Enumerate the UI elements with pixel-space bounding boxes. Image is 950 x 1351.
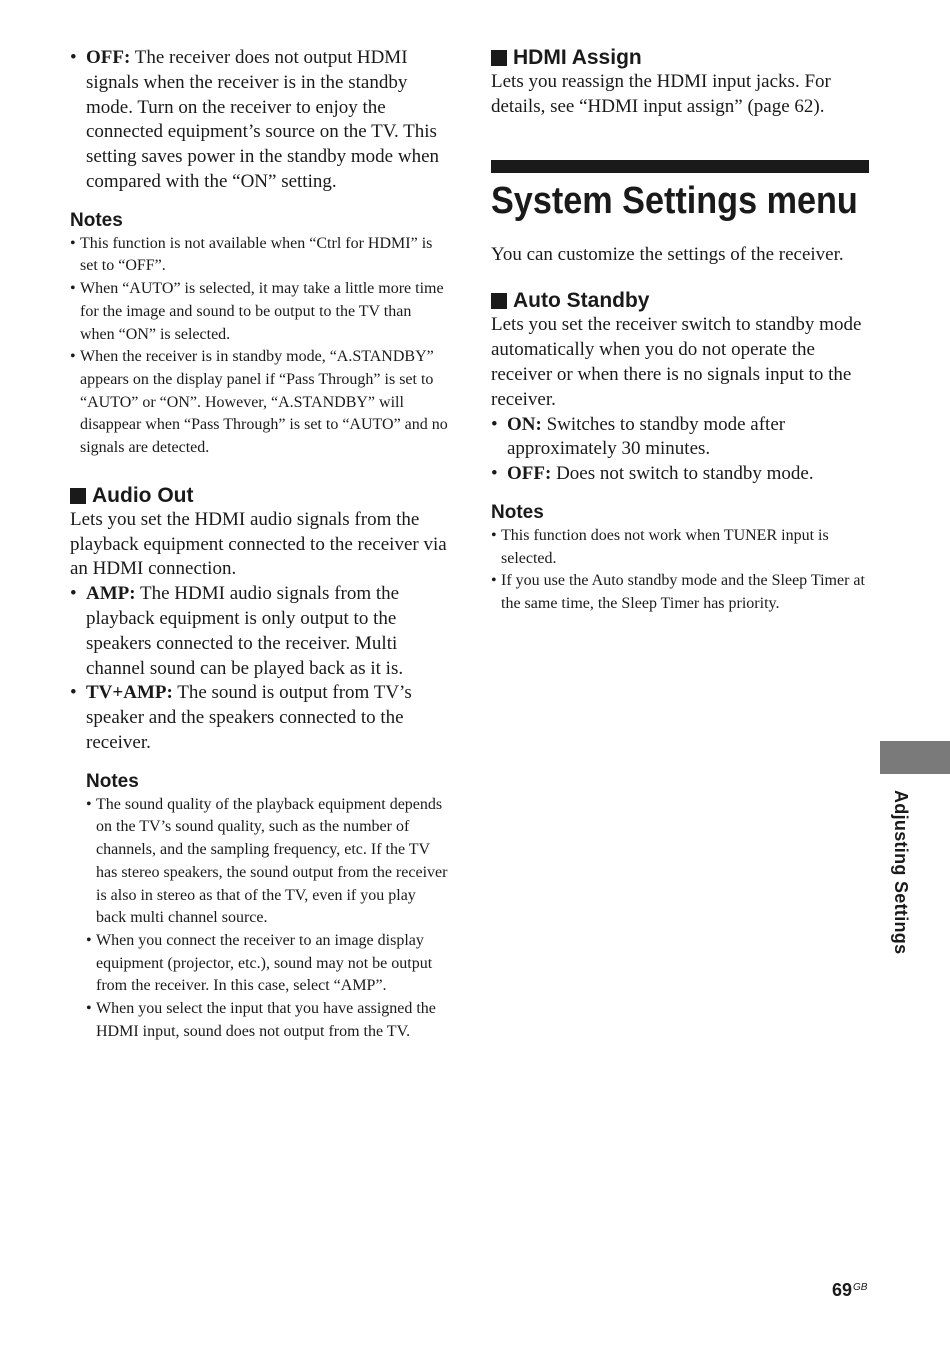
section-heading [491, 46, 869, 70]
system-settings-header [491, 160, 869, 268]
bullet-text: Does not switch to standby mode. [551, 463, 814, 485]
bullet-text: The sound is output from TV’s speaker and the speakers connected to the receiver. [86, 682, 412, 753]
section-heading-text: Audio Out [92, 483, 194, 507]
option-bullet [70, 582, 448, 681]
bullet-term: OFF: [507, 463, 552, 485]
bullet-term: AMP: [86, 583, 136, 605]
bullet-term: ON: [507, 413, 542, 435]
note-item: • If you use the Auto standby mode and the Sleep Timer at the same time, the Sleep Timer has priority. [491, 570, 869, 615]
note-item: • This function does not work when TUNER input is selected. [491, 525, 869, 570]
note-item: • When the receiver is in standby mode, “A.STANDBY” appears on the display panel if “Pass Through” is set to “AUTO” or “ON”. However, “A.STANDBY” will disappear when “Pass Through” is set to “AUTO” and no signals are detected. [70, 346, 448, 460]
note-item: • When you connect the receiver to an image display equipment (projector, etc.), sound may not be output from the receiver. In this case, select “AMP”. [86, 930, 448, 998]
audio-out-section [70, 484, 448, 1044]
section-intro: Lets you set the HDMI audio signals from the playback equipment connected to the receiver via an HDMI connection. [70, 508, 447, 580]
section-heading [70, 484, 448, 508]
note-item: • This function is not available when “Ctrl for HDMI” is set to “OFF”. [70, 233, 448, 278]
section-tab-marker [880, 741, 950, 774]
notes-title: Notes [70, 209, 123, 231]
bullet-text: Switches to standby mode after approximately 30 minutes. [507, 413, 786, 460]
page-number-suffix: GB [853, 1282, 868, 1293]
bullet-text: The receiver does not output HDMI signals when the receiver is in the standby mode. Turn on the receiver to enjoy the connected equipment’s source on the TV. This setting saves power in the standby mode when compared with the “ON” setting. [86, 47, 440, 192]
notes-block [70, 209, 448, 460]
section-text: Lets you reassign the HDMI input jacks. For details, see “HDMI input assign” (page 62). [491, 71, 831, 117]
side-section-label-text: Adjusting Settings [891, 790, 911, 955]
menu-intro: You can customize the settings of the receiver. [491, 243, 844, 265]
page-number-value: 69 [832, 1280, 853, 1300]
section-heading-text: HDMI Assign [513, 46, 642, 69]
bullet-term: TV+AMP: [86, 682, 173, 704]
square-bullet-icon [491, 293, 507, 309]
square-bullet-icon [491, 50, 507, 66]
left-column [70, 46, 448, 1044]
notes-block [491, 501, 869, 616]
note-item: • When “AUTO” is selected, it may take a little more time for the image and sound to be output to the TV than when “ON” is selected. [70, 278, 448, 346]
right-column [491, 46, 869, 616]
option-bullet [491, 462, 869, 487]
bullet-term: OFF: [86, 47, 131, 68]
section-heading [491, 289, 869, 313]
notes-title: Notes [86, 770, 139, 792]
square-bullet-icon [70, 488, 86, 504]
note-item: • The sound quality of the playback equipment depends on the TV’s sound quality, such as the number of channels, and the sampling frequency, etc. If the TV has stereo speakers, the sound output from the receiver is also in stereo as that of the TV, even if you play back multi channel source. [86, 794, 448, 930]
auto-standby-section [491, 289, 869, 615]
section-intro: Lets you set the receiver switch to standby mode automatically when you do not operate the receiver or when there is no signals input to the receiver. [491, 314, 862, 410]
section-heading-text: Auto Standby [513, 289, 650, 313]
note-item: • When you select the input that you have assigned the HDMI input, sound does not output from the TV. [86, 998, 448, 1043]
notes-block [70, 770, 448, 1044]
off-option-bullet [70, 46, 448, 195]
bullet-text: The HDMI audio signals from the playback equipment is only output to the speakers connected to the receiver. Multi channel sound can be played back as it is. [86, 583, 404, 679]
hdmi-assign-section [491, 46, 869, 120]
option-bullet [70, 681, 448, 755]
title-rule [491, 160, 869, 173]
option-bullet [491, 413, 869, 463]
notes-title: Notes [491, 501, 544, 523]
side-section-label [880, 790, 920, 990]
menu-title: System Settings menu [491, 179, 858, 222]
page-number [832, 1280, 867, 1301]
